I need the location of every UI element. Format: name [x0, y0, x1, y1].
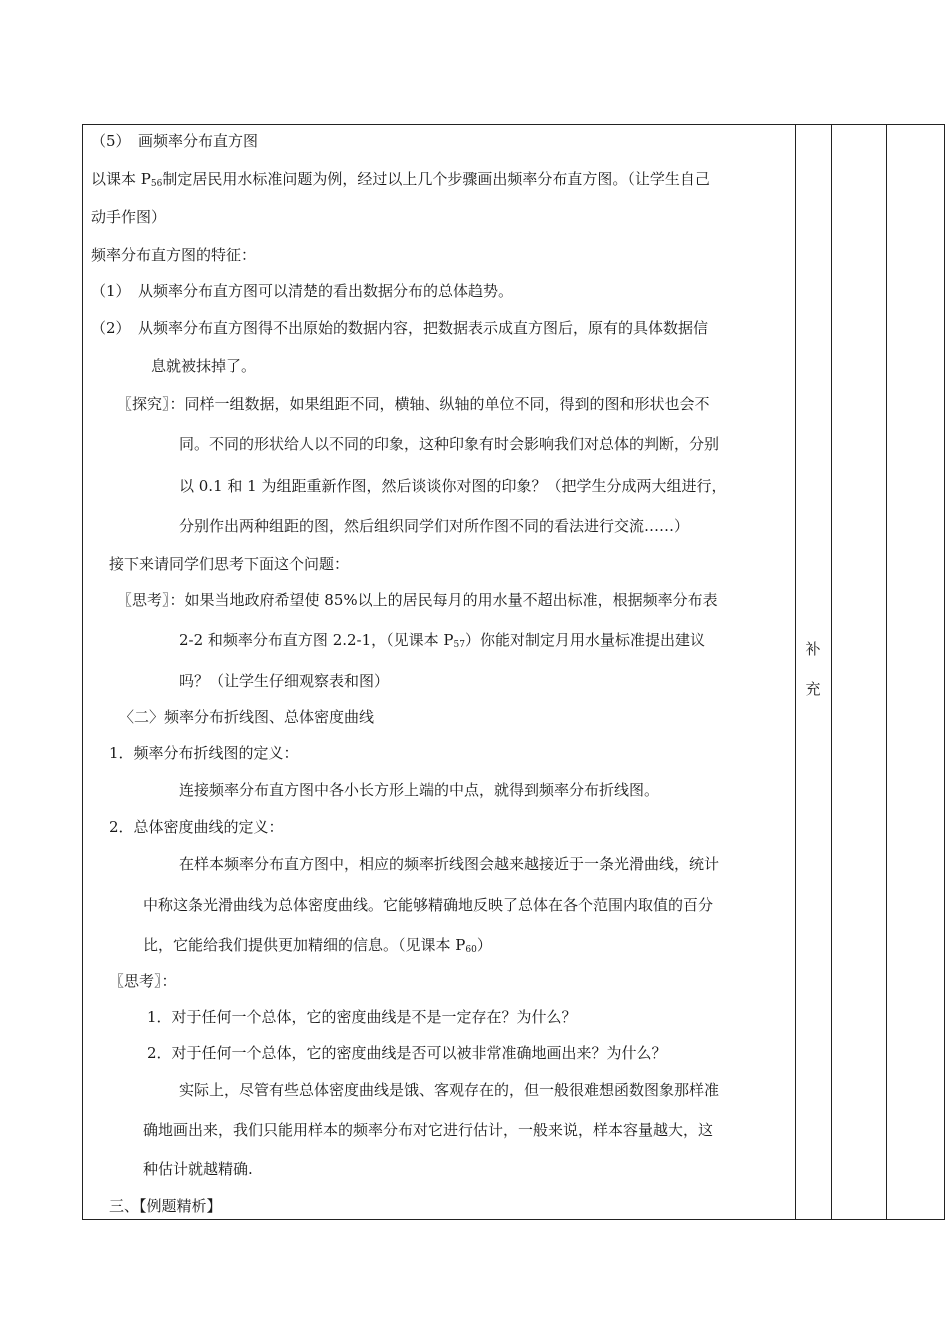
feature-2: （2） 从频率分布直方图得不出原始的数据内容，把数据表示成直方图后，原有的具体数据信 [91, 319, 709, 337]
paragraph-example-cont: 动手作图） [91, 208, 167, 226]
part2-title: 〈二〉频率分布折线图、总体密度曲线 [119, 708, 375, 726]
section5-title: （5） 画频率分布直方图 [91, 132, 259, 150]
think-2-title: 〖思考〗： [109, 972, 177, 990]
think-1-line-3: 吗？（让学生仔细观察表和图） [179, 672, 390, 690]
answer-line-1: 实际上，尽管有些总体密度曲线是饿、客观存在的，但一般很难想函数图象那样准 [179, 1081, 720, 1099]
think-1-line-2: 2-2 和频率分布直方图 2.2-1，（见课本 $P_{57}$）你能对制定月用水量标准提出建议 [179, 631, 705, 650]
lesson-table [82, 124, 945, 1220]
think-1-line-1: 〖思考〗：如果当地政府希望使 85%以上的居民每月的用水量不超出标准，根据频率分布表 [117, 591, 718, 609]
column-divider [831, 125, 832, 1219]
explore-line-2: 同。不同的形状给人以不同的印象，这种印象有时会影响我们对总体的判断，分别 [179, 435, 720, 453]
definition-1-title: 1．频率分布折线图的定义： [109, 744, 299, 762]
column-divider [886, 125, 887, 1219]
feature-2-cont: 息就被抹掉了。 [151, 357, 257, 375]
explore-line-4: 分别作出两种组距的图，然后组织同学们对所作图不同的看法进行交流……） [179, 517, 690, 535]
definition-1-text: 连接频率分布直方图中各小长方形上端的中点，就得到频率分布折线图。 [179, 781, 660, 799]
features-title: 频率分布直方图的特征： [91, 246, 257, 264]
question-2: 2．对于任何一个总体，它的密度曲线是否可以被非常准确地画出来？为什么？ [147, 1044, 667, 1062]
column-divider [795, 125, 796, 1219]
explore-line-3: 以 0.1 和 1 为组距重新作图，然后谈谈你对图的印象？（把学生分成两大组进行， [179, 477, 727, 495]
definition-2-line-3: 比，它能给我们提供更加精细的信息。（见课本 $P_{60}$） [143, 936, 492, 955]
next-question: 接下来请同学们思考下面这个问题： [109, 555, 350, 573]
answer-line-2: 确地画出来，我们只能用样本的频率分布对它进行估计，一般来说，样本容量越大，这 [143, 1121, 714, 1139]
explore-line-1: 〖探究〗：同样一组数据，如果组距不同，横轴、纵轴的单位不同，得到的图和形状也会不 [117, 395, 710, 413]
question-1: 1．对于任何一个总体，它的密度曲线是不是一定存在？为什么？ [147, 1008, 577, 1026]
answer-line-3: 种估计就越精确. [143, 1160, 253, 1178]
definition-2-line-2: 中称这条光滑曲线为总体密度曲线。它能够精确地反映了总体在各个范围内取值的百分 [143, 896, 714, 914]
definition-2-title: 2．总体密度曲线的定义： [109, 818, 284, 836]
paragraph-example: 以课本 $P_{56}$制定居民用水标准问题为例，经过以上几个步骤画出频率分布直方图。（让学生自己 [91, 170, 710, 189]
definition-2-line-1: 在样本频率分布直方图中，相应的频率折线图会越来越接近于一条光滑曲线，统计 [179, 855, 720, 873]
part3-title: 三、【例题精析】 [109, 1197, 222, 1215]
side-note-char: 补 [805, 640, 821, 658]
feature-1: （1） 从频率分布直方图可以清楚的看出数据分布的总体趋势。 [91, 282, 514, 300]
side-note-char: 充 [805, 680, 821, 698]
